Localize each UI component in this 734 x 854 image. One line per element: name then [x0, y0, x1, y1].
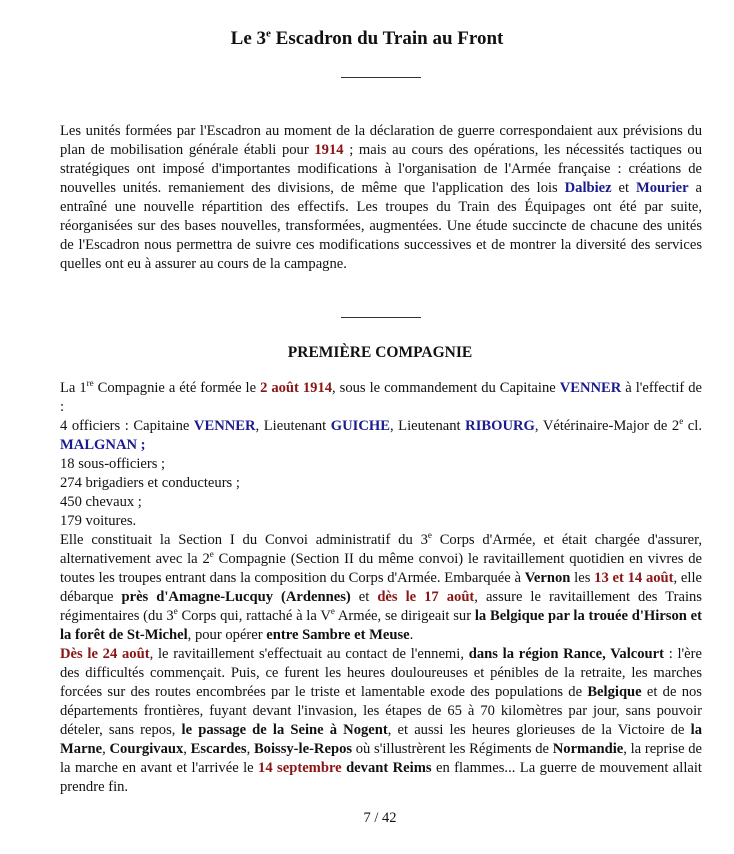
divider-2	[341, 317, 421, 318]
retreat-paragraph: Dès le 24 août, le ravitaillement s'effectuait au contact de l'ennemi, dans la région Rance, Valcourt : l'ère des difficultés commençait. Puis, ce furent les heures douloureuses et pénibles de la retraite, les marches forcées sur des routes encombrées par le triste et lamentable exode des populations de Belgique et de nos départements frontières, fuyant devant l'invasion, les étapes de 65 à 70 kilomètres par jour, sans pouvoir dételer, sans repos, le passage de la Seine à Nogent, et aussi les heures glorieuses de la Victoire de la Marne, Courgivaux, Escardes, Boissy-le-Repos où s'illustrèrent les Régiments de Normandie, la reprise de la marche en avant et l'arrivée le 14 septembre devant Reims en flammes... La guerre de mouvement allait prendre fin.	[60, 646, 703, 795]
effectif-item: 450 chevaux ;	[60, 494, 142, 510]
intro-paragraph: Les unités formées par l'Escadron au moment de la déclaration de guerre correspondaient aux prévisions du plan de mobilisation générale établi pour 1914 ; mais au cours des opérations, les nécessités tactiques ou stratégiques ont imposé d'importantes modifications à l'organisation de l'Armée française : créations de nouvelles unités. remaniement des divisions, de même que l'application des lois Dalbiez et Mourier a entraîné une nouvelle répartition des effectifs. Les troupes du Train des Équipages ont été par suite, réorganisées sur des bases nouvelles, transformées, augmentées. Une étude succincte de chacune des unités de l'Escadron nous permettra de suivre ces modifications successives et de montrer la diversité des services quelles ont eu à assurer au cours de la campagne.	[60, 123, 702, 272]
law-name: Mourier	[635, 180, 689, 196]
effectif-item: 18 sous-officiers ;	[60, 456, 166, 472]
year-highlight: 1914	[314, 142, 344, 158]
document-title: Le 3e Escadron du Train au Front	[230, 27, 504, 49]
effectif-item: 274 brigadiers et conducteurs ;	[60, 475, 240, 491]
officers-line: 4 officiers : Capitaine VENNER, Lieutenant GUICHE, Lieutenant RIBOURG, Vétérinaire-Major de 2e cl. MALGNAN ;	[60, 416, 702, 453]
effectif-item: 179 voitures.	[60, 513, 137, 529]
section-title: PREMIÈRE COMPAGNIE	[287, 344, 473, 361]
company-text	[60, 379, 702, 797]
convoy-paragraph: Elle constituait la Section I du Convoi administratif du 3e Corps d'Armée, et était chargée d'assurer, alternativement avec la 2e Compagnie (Section II du même convoi) le ravitaillement quotidien en vivres de toutes les troupes entrant dans la composition du Corps d'Armée. Embarquée à Vernon les 13 et 14 août, elle débarque près d'Amagne-Lucquy (Ardennes) et dès le 17 août, assure le ravitaillement des Trains régimentaires (du 3e Corps qui, rattaché à la Ve Armée, se dirigeait sur la Belgique par la trouée d'Hirson et la forêt de St-Michel, pour opérer entre Sambre et Meuse.	[60, 530, 703, 643]
page-number: 7 / 42	[363, 810, 397, 826]
divider-1	[341, 77, 421, 78]
formation-line: La 1re Compagnie a été formée le 2 août 1914, sous le commandement du Capitaine VENNER à l'effectif de :	[60, 378, 702, 415]
law-name: Dalbiez	[564, 180, 612, 196]
